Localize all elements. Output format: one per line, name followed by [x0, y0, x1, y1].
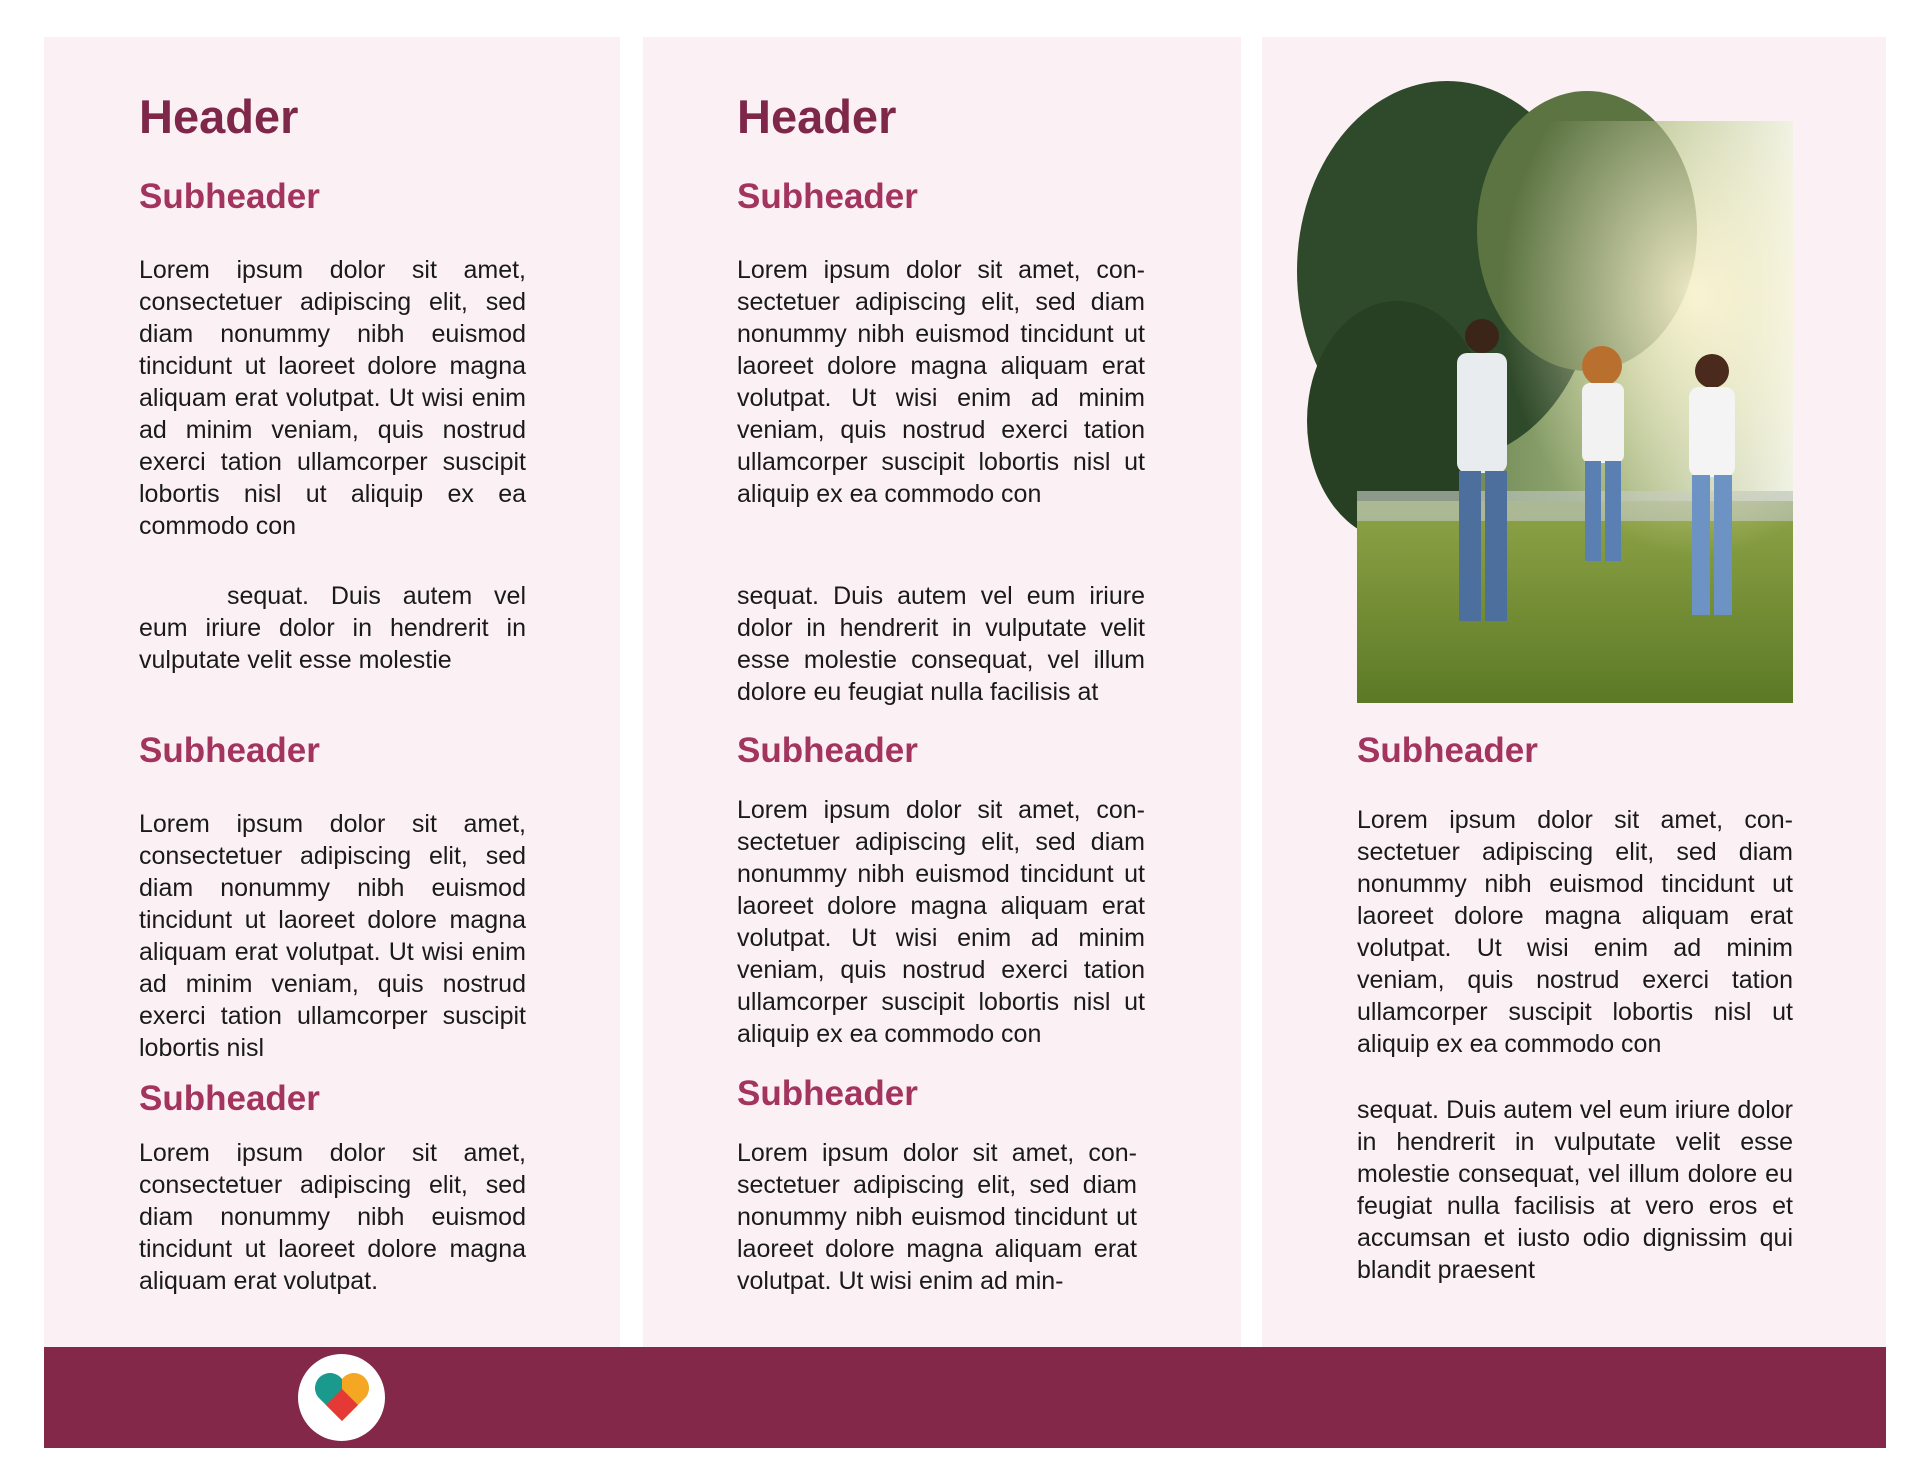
body-paragraph: Lorem ipsum dolor sit amet, consectetuer adipiscing elit, sed diam nonummy nibh euismod tincidunt ut laoreet dolore magna aliquam erat volutpat. Ut wisi enim ad min- [737, 1139, 1137, 1295]
body-paragraph: Lorem ipsum dolor sit amet, consectetuer adipiscing elit, sed diam nonummy nibh euismod tincidunt ut laoreet dolore magna aliquam erat volutpat. Ut wisi enim ad minim veniam, quis nostrud exerci tation ullamcorper suscipit lobortis nisl ut aliquip ex ea commodo con [139, 256, 526, 540]
body-paragraph: Lorem ipsum dolor sit amet, consectetuer adipiscing elit, sed diam nonummy nibh euismod tincidunt ut laoreet dolore magna aliquam erat volutpat. Ut wisi enim ad minim veniam, quis nostrud exerci tation ullamcorper suscipit lobortis nisl ut aliquip ex ea commodo con [737, 256, 1145, 508]
section-subheader: Subheader [737, 1074, 918, 1113]
family-park-photo [1357, 121, 1793, 703]
section-subheader: Subheader [139, 731, 320, 770]
body-paragraph: sequat. Duis autem vel eum iriure dolor in hendrerit in vulputate velit esse molestie [139, 582, 526, 674]
page-header: Header [737, 90, 897, 143]
section-subheader: Subheader [737, 731, 918, 770]
body-paragraph: Lorem ipsum dolor sit amet, consectetuer adipiscing elit, sed diam nonummy nibh euismod tincidunt ut laoreet dolore magna aliquam erat volutpat. Ut wisi enim ad minim veniam, quis nostrud exerci tation ullamcorper suscipit lobortis nisl ut aliquip ex ea commodo con [1357, 806, 1793, 1058]
section-subheader: Subheader [737, 177, 918, 216]
body-paragraph: sequat. Duis autem vel eum iriure dolor in hendrerit in vulputate velit esse molestie consequat, vel illum dolore eu feugiat nulla facilisis at [737, 582, 1145, 706]
body-paragraph: sequat. Duis autem vel eum iriure dolor in hendrerit in vulputate velit esse molestie consequat, vel illum dolore eu feugiat nulla facilisis at vero eros et accumsan et iusto odio dignissim qui blandit praesent [1357, 1096, 1793, 1284]
body-paragraph: Lorem ipsum dolor sit amet, consectetuer adipiscing elit, sed diam nonummy nibh euismod tincidunt ut laoreet dolore magna aliquam erat volutpat. Ut wisi enim ad minim veniam, quis nostrud exerci tation ullamcorper suscipit lobortis nisl [139, 810, 526, 1062]
section-subheader: Subheader [139, 177, 320, 216]
body-paragraph: Lorem ipsum dolor sit amet, consectetuer adipiscing elit, sed diam nonummy nibh euismod tincidunt ut laoreet dolore magna aliquam erat volutpat. [139, 1139, 526, 1295]
section-subheader: Subheader [139, 1079, 320, 1118]
body-paragraph: Lorem ipsum dolor sit amet, consectetuer adipiscing elit, sed diam nonummy nibh euismod tincidunt ut laoreet dolore magna aliquam erat volutpat. Ut wisi enim ad minim veniam, quis nostrud exerci tation ullamcorper suscipit lobortis nisl ut aliquip ex ea commodo con [737, 796, 1145, 1048]
heart-logo-icon [298, 1354, 385, 1441]
section-subheader: Subheader [1357, 731, 1538, 770]
page-header: Header [139, 90, 299, 143]
